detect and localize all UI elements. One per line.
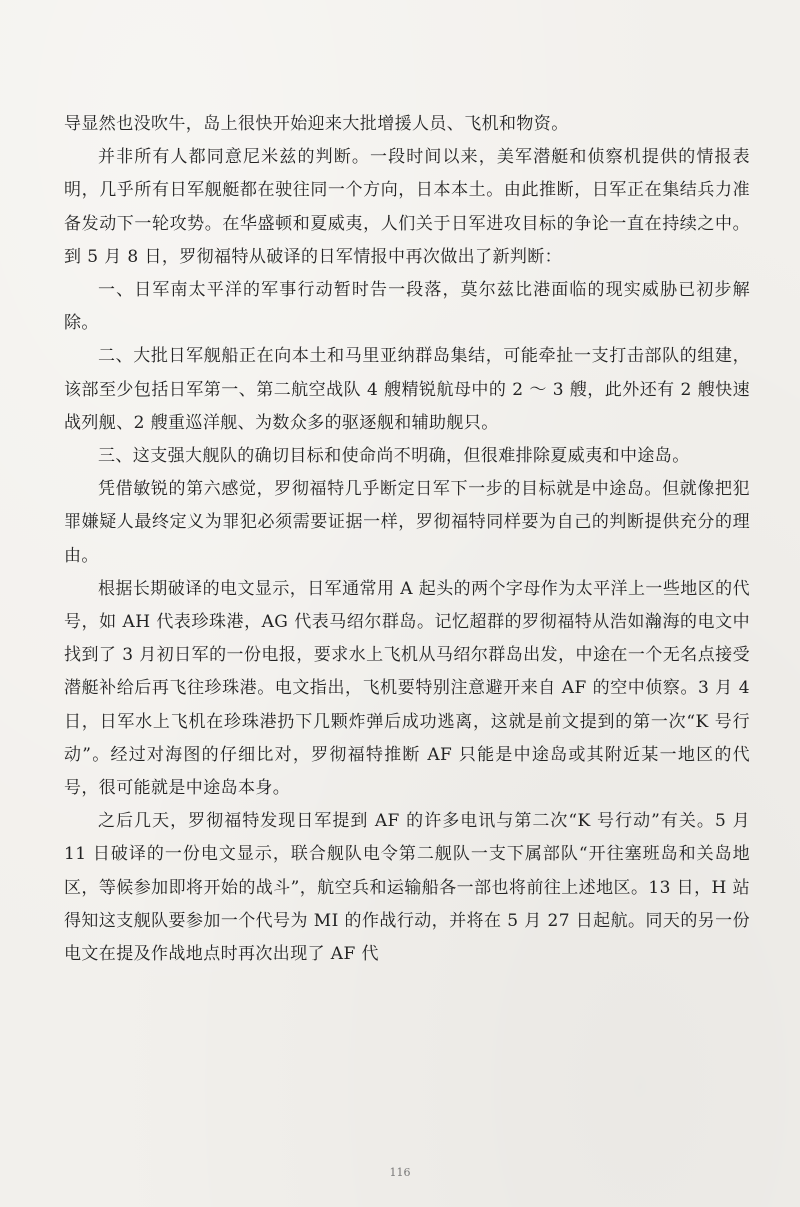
body-text: [64, 108, 750, 971]
paragraph: 之后几天，罗彻福特发现日军提到 AF 的许多电讯与第二次“K 号行动”有关。5 月 11 日破译的一份电文显示，联合舰队电令第二舰队一支下属部队“开往塞班岛和关岛地区，等候参加即将开始的战斗”，航空兵和运输船各一部也将前往上述地区。13 日，H 站得知这支舰队要参加一个代号为 MI 的作战行动，并将在 5 月 27 日起航。同天的另一份电文在提及作战地点时再次出现了 AF 代: [64, 811, 750, 965]
paragraph: 凭借敏锐的第六感觉，罗彻福特几乎断定日军下一步的目标就是中途岛。但就像把犯罪嫌疑人最终定义为罪犯必须需要证据一样，罗彻福特同样要为自己的判断提供充分的理由。: [64, 479, 750, 566]
paragraph-continuation: 导显然也没吹牛，岛上很快开始迎来大批增援人员、飞机和物资。: [64, 114, 569, 134]
paragraph-point-1: 一、日军南太平洋的军事行动暂时告一段落，莫尔兹比港面临的现实威胁已初步解除。: [64, 280, 750, 334]
page-number: 116: [389, 1166, 411, 1179]
paragraph-point-3: 三、这支强大舰队的确切目标和使命尚不明确，但很难排除夏威夷和中途岛。: [98, 446, 690, 467]
paragraph: 根据长期破译的电文显示，日军通常用 A 起头的两个字母作为太平洋上一些地区的代号，如 AH 代表珍珠港，AG 代表马绍尔群岛。记忆超群的罗彻福特从浩如瀚海的电文中找到了 3 月初日军的一份电报，要求水上飞机从马绍尔群岛出发，中途在一个无名点接受潜艇补给后再飞往珍珠港。电文指出，飞机要特别注意避开来自 AF 的空中侦察。3 月 4 日，日军水上飞机在珍珠港扔下几颗炸弹后成功逃离，这就是前文提到的第一次“K 号行动”。经过对海图的仔细比对，罗彻福特推断 AF 只能是中途岛或其附近某一地区的代号，很可能就是中途岛本身。: [64, 578, 750, 799]
paragraph-point-2: 二、大批日军舰船正在向本土和马里亚纳群岛集结，可能牵扯一支打击部队的组建，该部至少包括日军第一、第二航空战队 4 艘精锐航母中的 2 ～ 3 艘，此外还有 2 艘快速战列舰、2 艘重巡洋舰、为数众多的驱逐舰和辅助舰只。: [64, 346, 750, 433]
paragraph: 并非所有人都同意尼米兹的判断。一段时间以来，美军潜艇和侦察机提供的情报表明，几乎所有日军舰艇都在驶往同一个方向，日本本土。由此推断，日军正在集结兵力准备发动下一轮攻势。在华盛顿和夏威夷，人们关于日军进攻目标的争论一直在持续之中。到 5 月 8 日，罗彻福特从破译的日军情报中再次做出了新判断：: [64, 147, 750, 267]
